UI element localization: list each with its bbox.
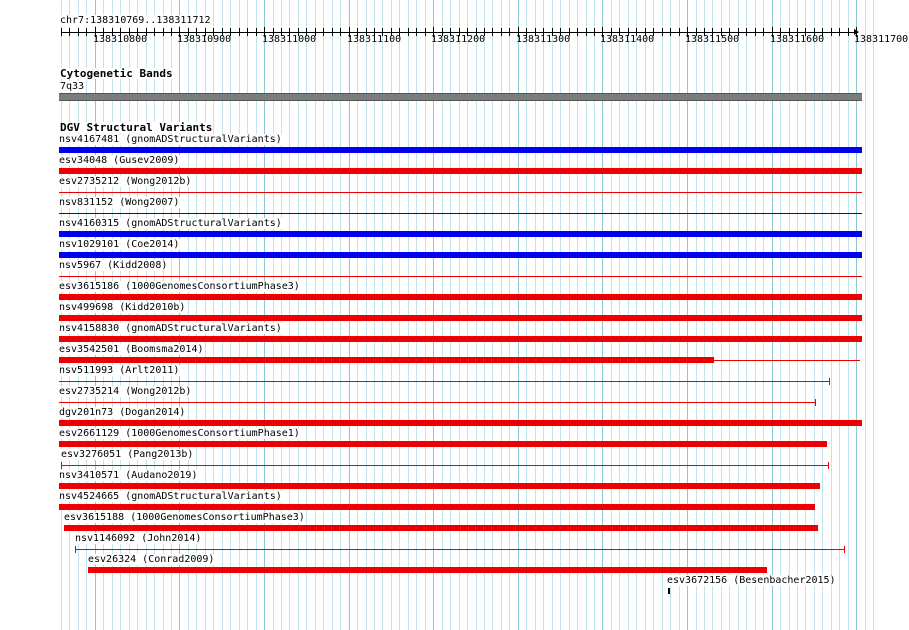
dgv-feature[interactable]: [0, 154, 890, 175]
ruler-minor-tick: [78, 28, 79, 36]
ruler-minor-tick: [154, 28, 155, 36]
dgv-feature[interactable]: [0, 196, 890, 217]
dgv-feature-label: nsv1029101 (Coe2014): [59, 239, 180, 250]
dgv-feature-bar[interactable]: [59, 168, 862, 174]
dgv-feature-line[interactable]: [59, 213, 862, 214]
ruler-minor-tick: [171, 28, 172, 36]
ruler-minor-tick: [239, 28, 240, 36]
dgv-feature[interactable]: [0, 448, 890, 469]
ruler-major-label: 138311200: [431, 34, 486, 45]
ruler-major-label: 138311400: [600, 34, 655, 45]
dgv-feature-label: esv26324 (Conrad2009): [88, 554, 215, 565]
ruler-minor-tick: [86, 28, 87, 36]
dgv-feature-endcap: [844, 546, 845, 553]
dgv-feature[interactable]: [0, 259, 890, 280]
ruler-minor-tick: [332, 28, 333, 36]
dgv-feature[interactable]: [0, 217, 890, 238]
dgv-feature[interactable]: [0, 406, 890, 427]
dgv-feature[interactable]: [0, 364, 890, 385]
cytoband-bar[interactable]: [59, 93, 862, 101]
dgv-feature-bar[interactable]: [59, 336, 862, 342]
ruler-minor-tick: [247, 28, 248, 36]
dgv-feature-bar[interactable]: [59, 147, 862, 153]
ruler-major-label: 138310800: [93, 34, 148, 45]
ruler-minor-tick: [256, 28, 257, 36]
dgv-feature-endcap: [829, 378, 830, 385]
dgv-track-title: DGV Structural Variants: [60, 121, 213, 134]
dgv-feature[interactable]: [0, 427, 890, 448]
ruler-minor-tick: [501, 28, 502, 36]
dgv-feature-endcap: [75, 546, 76, 553]
dgv-feature-label: esv3542501 (Boomsma2014): [59, 344, 204, 355]
dgv-feature[interactable]: [0, 385, 890, 406]
dgv-feature-label: esv2735214 (Wong2012b): [59, 386, 192, 397]
dgv-feature-label: nsv831152 (Wong2007): [59, 197, 180, 208]
dgv-feature-label: esv3615188 (1000GenomesConsortiumPhase3): [64, 512, 305, 523]
dgv-feature[interactable]: [0, 511, 890, 532]
ruler-minor-tick: [163, 28, 164, 36]
ruler-minor-tick: [586, 28, 587, 36]
dgv-feature[interactable]: [0, 553, 890, 574]
dgv-feature-label: esv3672156 (Besenbacher2015): [667, 575, 836, 586]
dgv-feature[interactable]: [0, 133, 890, 154]
dgv-feature-endcap: [61, 462, 62, 469]
dgv-feature-bar[interactable]: [88, 567, 767, 573]
ruler-major-label: 138311000: [262, 34, 317, 45]
ruler-minor-tick: [594, 28, 595, 36]
ruler-minor-tick: [746, 28, 747, 36]
ruler-minor-tick: [340, 28, 341, 36]
dgv-feature[interactable]: [0, 238, 890, 259]
ruler-minor-tick: [831, 28, 832, 36]
ruler-minor-tick: [577, 28, 578, 36]
dgv-feature-endcap: [828, 462, 829, 469]
dgv-feature-label: nsv499698 (Kidd2010b): [59, 302, 186, 313]
dgv-feature-label: esv3276051 (Pang2013b): [61, 449, 194, 460]
dgv-feature[interactable]: [0, 175, 890, 196]
ruler-minor-tick: [763, 28, 764, 36]
dgv-feature-bar[interactable]: [668, 588, 670, 594]
dgv-feature-bar[interactable]: [59, 504, 815, 510]
dgv-feature-label: nsv511993 (Arlt2011): [59, 365, 180, 376]
dgv-feature-label: nsv1146092 (John2014): [75, 533, 202, 544]
dgv-feature-line[interactable]: [59, 402, 815, 403]
ruler-minor-tick: [323, 28, 324, 36]
dgv-feature-label: nsv4167481 (gnomADStructuralVariants): [59, 134, 282, 145]
dgv-feature-bar[interactable]: [59, 231, 862, 237]
dgv-feature-bar[interactable]: [59, 252, 862, 258]
dgv-feature[interactable]: [0, 343, 890, 364]
ruler-minor-tick: [509, 28, 510, 36]
ruler-minor-tick: [492, 28, 493, 36]
dgv-feature-bar[interactable]: [59, 357, 714, 363]
ruler-major-label: 138310900: [177, 34, 232, 45]
ruler-major-label: 138311600: [770, 34, 825, 45]
dgv-feature-label: nsv4160315 (gnomADStructuralVariants): [59, 218, 282, 229]
dgv-feature-line[interactable]: [59, 192, 862, 193]
dgv-feature-label: esv3615186 (1000GenomesConsortiumPhase3): [59, 281, 300, 292]
dgv-feature-label: esv34048 (Gusev2009): [59, 155, 180, 166]
ruler-minor-tick: [416, 28, 417, 36]
dgv-feature[interactable]: [0, 469, 890, 490]
ruler-major-label: 138311500: [685, 34, 740, 45]
dgv-feature-label: esv2735212 (Wong2012b): [59, 176, 192, 187]
dgv-feature[interactable]: [0, 322, 890, 343]
ruler-minor-tick: [839, 28, 840, 36]
dgv-feature-bar[interactable]: [64, 525, 818, 531]
ruler-minor-tick: [425, 28, 426, 36]
dgv-feature-bar[interactable]: [59, 483, 820, 489]
dgv-feature-label: nsv5967 (Kidd2008): [59, 260, 168, 271]
ruler-minor-tick: [408, 28, 409, 36]
ruler-major-label: 138311700: [854, 34, 909, 45]
dgv-feature[interactable]: [0, 280, 890, 301]
dgv-feature-label: nsv3410571 (Audano2019): [59, 470, 198, 481]
dgv-feature-bar[interactable]: [59, 441, 827, 447]
location-label: chr7:138310769..138311712: [60, 15, 211, 26]
cytoband-label: 7q33: [60, 81, 85, 92]
ruler-major-label: 138311100: [347, 34, 402, 45]
dgv-feature[interactable]: [0, 490, 890, 511]
dgv-feature[interactable]: [0, 532, 890, 553]
ruler-minor-tick: [679, 28, 680, 36]
dgv-feature-line[interactable]: [61, 465, 828, 466]
dgv-feature-bar[interactable]: [59, 315, 862, 321]
dgv-feature-bar[interactable]: [59, 420, 862, 426]
dgv-feature[interactable]: [0, 301, 890, 322]
dgv-feature-label: dgv201n73 (Dogan2014): [59, 407, 186, 418]
dgv-feature-label: esv2661129 (1000GenomesConsortiumPhase1): [59, 428, 300, 439]
dgv-feature-line[interactable]: [59, 276, 862, 277]
dgv-feature-label: nsv4524665 (gnomADStructuralVariants): [59, 491, 282, 502]
ruler-minor-tick: [662, 28, 663, 36]
dgv-feature[interactable]: [0, 574, 890, 595]
dgv-feature-label: nsv4158830 (gnomADStructuralVariants): [59, 323, 282, 334]
ruler-minor-tick: [69, 28, 70, 36]
dgv-feature-line[interactable]: [59, 381, 829, 382]
cytoband-track-title: Cytogenetic Bands: [60, 67, 173, 80]
dgv-feature-line[interactable]: [75, 549, 844, 550]
ruler-minor-tick: [848, 28, 849, 36]
ruler-minor-tick: [755, 28, 756, 36]
dgv-feature-endcap: [815, 399, 816, 406]
dgv-feature-bar[interactable]: [59, 294, 862, 300]
ruler-minor-tick: [670, 28, 671, 36]
ruler-minor-tick: [61, 28, 62, 36]
ruler-major-label: 138311300: [516, 34, 571, 45]
